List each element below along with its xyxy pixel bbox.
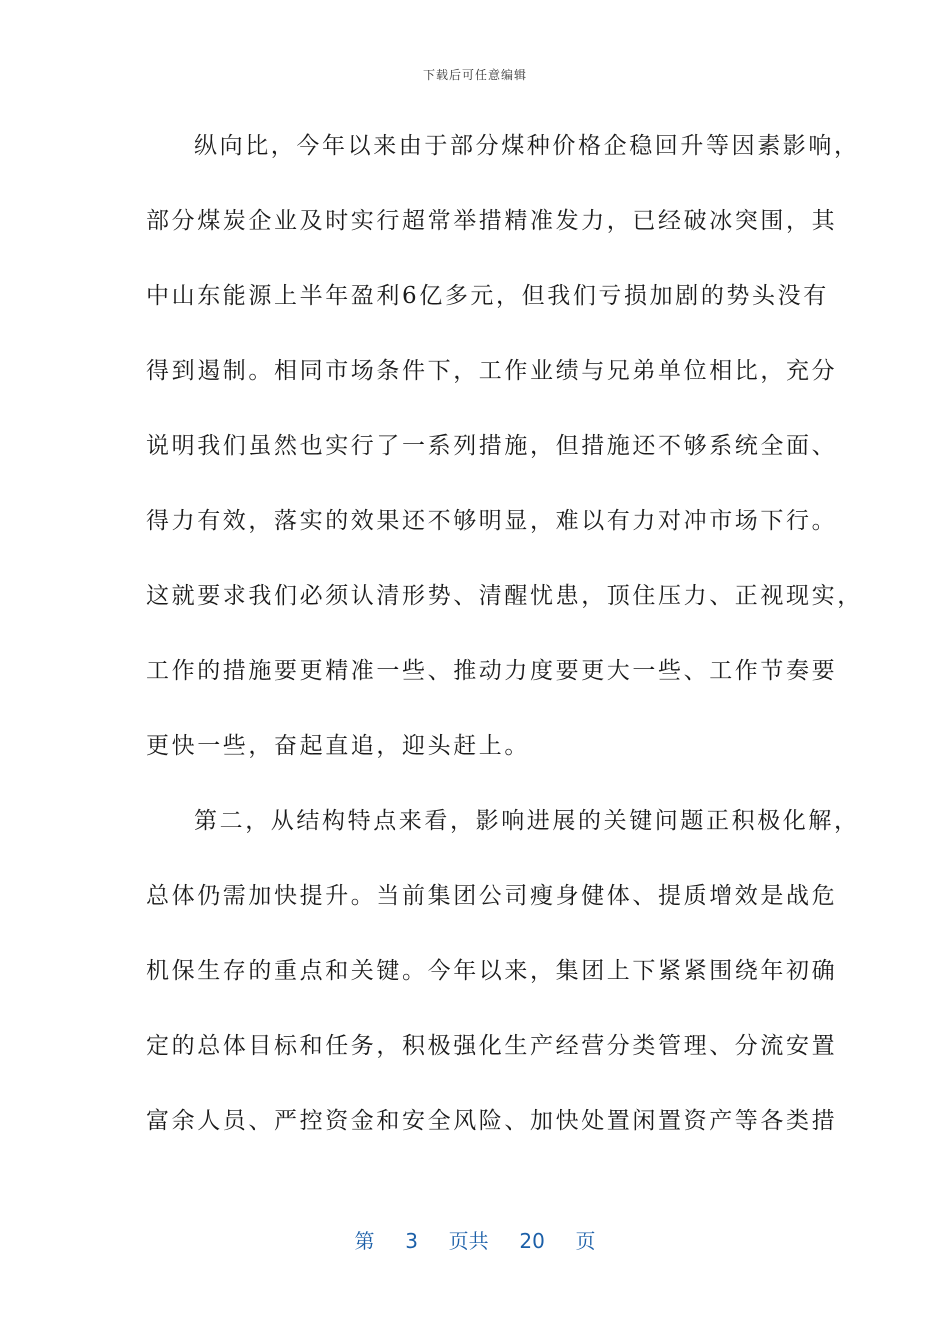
footer-suffix: 页 <box>575 1229 596 1253</box>
text-line: 得到遏制。相同市场条件下，工作业绩与兄弟单位相比，充分 <box>146 358 838 384</box>
text-line: 得力有效，落实的效果还不够明显，难以有力对冲市场下行。 <box>146 508 838 534</box>
text-line: 富余人员、严控资金和安全风险、加快处置闲置资产等各类措 <box>146 1108 838 1134</box>
text-line: 这就要求我们必须认清形势、清醒忧患，顶住压力、正视现实， <box>146 583 863 609</box>
text-line: 部分煤炭企业及时实行超常举措精准发力，已经破冰突围，其 <box>146 208 838 234</box>
text-line: 总体仍需加快提升。当前集团公司瘦身健体、提质增效是战危 <box>146 883 838 909</box>
text-line: 定的总体目标和任务，积极强化生产经营分类管理、分流安置 <box>146 1033 838 1059</box>
current-page-number: 3 <box>405 1229 418 1253</box>
footer-middle: 页共 <box>448 1229 489 1253</box>
text-line: 机保生存的重点和关键。今年以来，集团上下紧紧围绕年初确 <box>146 958 838 984</box>
text-line: 工作的措施要更精准一些、推动力度要更大一些、工作节奏要 <box>146 658 838 684</box>
page-footer <box>0 1225 950 1254</box>
text-line: 中山东能源上半年盈利6亿多元，但我们亏损加剧的势头没有 <box>146 283 829 309</box>
text-line: 第二，从结构特点来看，影响进展的关键问题正积极化解， <box>194 808 860 834</box>
text-line: 说明我们虽然也实行了一系列措施，但措施还不够系统全面、 <box>146 433 838 459</box>
text-line: 纵向比，今年以来由于部分煤种价格企稳回升等因素影响， <box>194 133 860 159</box>
footer-prefix: 第 <box>354 1229 375 1253</box>
total-pages-number: 20 <box>519 1229 545 1253</box>
header-note: 下载后可任意编辑 <box>422 68 527 82</box>
text-line: 更快一些，奋起直追，迎头赶上。 <box>146 733 530 759</box>
document-body <box>146 124 863 1174</box>
